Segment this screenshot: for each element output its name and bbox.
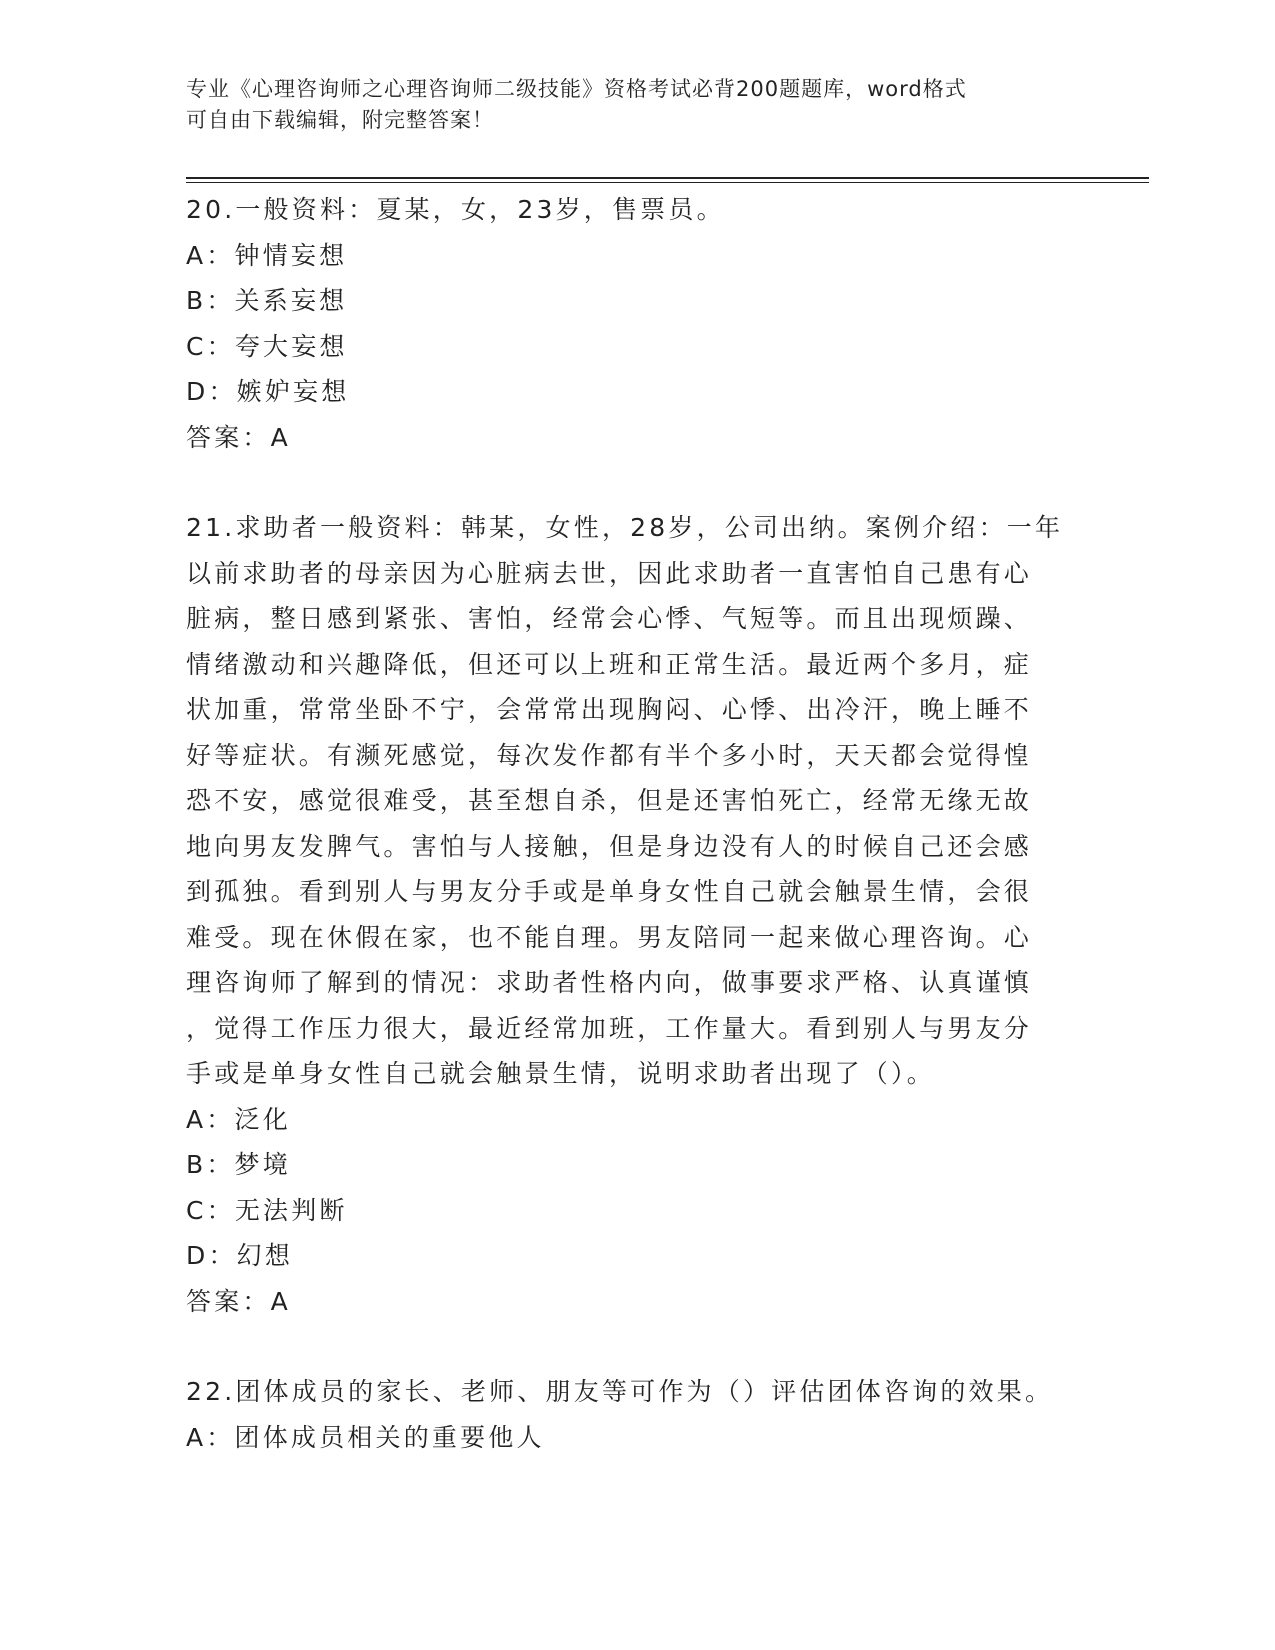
question-21 [186, 505, 1086, 1324]
question-text-line: 地向男友发脾气。害怕与人接触，但是身边没有人的时候自己还会感 [186, 831, 1033, 861]
option-c: C：夸大妄想 [186, 331, 348, 361]
option-d: D：嫉妒妄想 [186, 377, 350, 406]
question-20 [186, 187, 1086, 460]
option-a: A：团体成员相关的重要他人 [186, 1422, 545, 1452]
question-22 [186, 1369, 1086, 1460]
answer: 答案：A [186, 1286, 291, 1316]
question-text-line: 理咨询师了解到的情况：求助者性格内向，做事要求严格、认真谨慎 [186, 968, 1033, 997]
spacer [186, 1324, 1086, 1369]
question-text-line: 难受。现在休假在家，也不能自理。男友陪同一起来做心理咨询。心 [186, 922, 1033, 952]
question-text-line: ，觉得工作压力很大，最近经常加班，工作量大。看到别人与男友分 [186, 1013, 1033, 1043]
question-text-line: 21.求助者一般资料：韩某，女性，28岁，公司出纳。案例介绍：一年 [186, 513, 1064, 542]
header-divider-thin [186, 182, 1149, 183]
question-text-line: 脏病，整日感到紧张、害怕，经常会心悸、气短等。而且出现烦躁、 [186, 604, 1033, 633]
header-divider-thick [186, 177, 1149, 179]
document-header [186, 74, 1086, 136]
option-b: B：关系妄想 [186, 286, 348, 315]
question-text-line: 以前求助者的母亲因为心脏病去世，因此求助者一直害怕自己患有心 [186, 558, 1033, 588]
answer: 答案：A [186, 422, 291, 452]
question-text-line: 手或是单身女性自己就会触景生情，说明求助者出现了（）。 [186, 1059, 935, 1088]
option-b: B：梦境 [186, 1150, 291, 1179]
option-a: A：泛化 [186, 1104, 291, 1134]
option-d: D：幻想 [186, 1241, 294, 1270]
option-c: C：无法判断 [186, 1195, 348, 1225]
question-text: 20.一般资料：夏某，女，23岁，售票员。 [186, 195, 725, 224]
question-text-line: 恐不安，感觉很难受，甚至想自杀，但是还害怕死亡，经常无缘无故 [186, 786, 1033, 815]
question-list [186, 187, 1086, 1460]
question-text-line: 状加重，常常坐卧不宁，会常常出现胸闷、心悸、出冷汗，晚上睡不 [186, 695, 1033, 724]
question-text-line: 到孤独。看到别人与男友分手或是单身女性自己就会触景生情，会很 [186, 877, 1033, 906]
option-a: A：钟情妄想 [186, 240, 348, 270]
question-text: 22.团体成员的家长、老师、朋友等可作为（）评估团体咨询的效果。 [186, 1377, 1054, 1406]
header-line-1: 专业《心理咨询师之心理咨询师二级技能》资格考试必背200题题库，word格式 [186, 77, 967, 101]
spacer [186, 460, 1086, 505]
question-text-line: 情绪激动和兴趣降低，但还可以上班和正常生活。最近两个多月，症 [186, 649, 1033, 679]
question-text-line: 好等症状。有濒死感觉，每次发作都有半个多小时，天天都会觉得惶 [186, 740, 1033, 770]
header-line-2: 可自由下载编辑，附完整答案！ [186, 108, 494, 132]
